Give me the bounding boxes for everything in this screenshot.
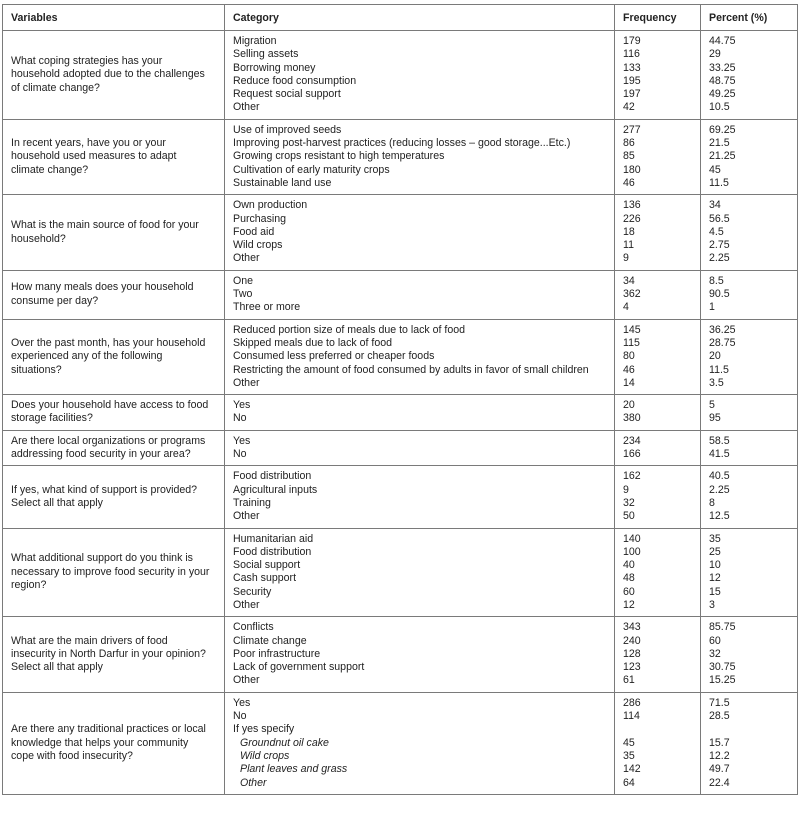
- percent-cell: [701, 395, 798, 431]
- category-value: Other: [233, 101, 260, 114]
- percent-value: 41.5: [709, 448, 730, 461]
- frequency-value: 61: [623, 674, 635, 687]
- category-value: Yes: [233, 434, 251, 447]
- category-cell: [225, 31, 615, 120]
- percent-cell: [701, 692, 798, 794]
- frequency-value: 380: [623, 412, 641, 425]
- frequency-value: 240: [623, 634, 641, 647]
- frequency-value: 11: [623, 239, 634, 252]
- category-value: Humanitarian aid: [233, 532, 314, 545]
- frequency-cell: [615, 195, 701, 270]
- table-row: [3, 31, 798, 120]
- frequency-value: 85: [623, 150, 635, 163]
- frequency-value: 116: [623, 48, 640, 61]
- variable-question: Are there any traditional practices or local knowledge that helps your community cope with food insecurity?: [3, 692, 225, 794]
- frequency-value: 60: [623, 585, 635, 598]
- category-value: Consumed less preferred or cheaper foods: [233, 350, 435, 363]
- frequency-value: 234: [623, 434, 641, 447]
- frequency-value: 362: [623, 288, 641, 301]
- percent-value: 34: [709, 199, 721, 212]
- frequency-cell: [615, 466, 701, 528]
- frequency-value: 20: [623, 399, 635, 412]
- frequency-cell: [615, 430, 701, 466]
- percent-value: 33.25: [709, 61, 736, 74]
- percent-value: 60: [709, 634, 721, 647]
- frequency-value: 9: [623, 252, 629, 265]
- percent-value: 48.75: [709, 74, 736, 87]
- percent-value: 15: [709, 585, 721, 598]
- frequency-value: 343: [623, 621, 641, 634]
- frequency-value: 197: [623, 88, 641, 101]
- percent-value: 12: [709, 572, 721, 585]
- percent-value: 2.25: [709, 483, 730, 496]
- variable-question: What coping strategies has your household adopted due to the challenges of climate change?: [3, 31, 225, 120]
- frequency-cell: [615, 31, 701, 120]
- frequency-value: 86: [623, 137, 635, 150]
- percent-value: 2.75: [709, 239, 730, 252]
- percent-value: 21.5: [709, 137, 730, 150]
- percent-value: 25: [709, 545, 721, 558]
- table-body: [3, 31, 798, 795]
- frequency-value: 40: [623, 559, 635, 572]
- percent-value: 5: [709, 399, 715, 412]
- category-value: Other: [240, 776, 267, 789]
- frequency-cell: [615, 270, 701, 319]
- category-value: Three or more: [233, 301, 301, 314]
- percent-value: 20: [709, 350, 721, 363]
- category-value: Security: [233, 585, 272, 598]
- frequency-value: 128: [623, 647, 641, 660]
- percent-value: 15.7: [709, 736, 730, 749]
- survey-results-table: [2, 4, 798, 795]
- frequency-value: 179: [623, 35, 641, 47]
- frequency-value: 14: [623, 376, 635, 389]
- percent-value: 90.5: [709, 288, 730, 301]
- variable-question: Are there local organizations or programs addressing food security in your area?: [3, 430, 225, 466]
- percent-value: [709, 723, 789, 736]
- table-row: [3, 528, 798, 617]
- frequency-cell: [615, 119, 701, 194]
- category-cell: [225, 430, 615, 466]
- frequency-value: 114: [623, 710, 640, 723]
- table-row: [3, 270, 798, 319]
- percent-value: 12.5: [709, 510, 730, 523]
- variable-question: In recent years, have you or your household used measures to adapt climate change?: [3, 119, 225, 194]
- percent-cell: [701, 31, 798, 120]
- frequency-value: 145: [623, 323, 641, 336]
- percent-value: 3.5: [709, 376, 724, 389]
- category-value: No: [233, 448, 247, 461]
- category-value: Other: [233, 252, 260, 265]
- percent-cell: [701, 466, 798, 528]
- frequency-value: 286: [623, 696, 641, 709]
- category-value: Selling assets: [233, 48, 299, 61]
- percent-value: 49.25: [709, 88, 736, 101]
- percent-value: 15.25: [709, 674, 736, 687]
- category-value: Sustainable land use: [233, 176, 332, 189]
- category-value: No: [233, 710, 247, 723]
- percent-value: 10.5: [709, 101, 730, 114]
- category-cell: [225, 692, 615, 794]
- category-value: One: [233, 274, 254, 287]
- variable-question: If yes, what kind of support is provided? Select all that apply: [3, 466, 225, 528]
- frequency-value: 123: [623, 661, 641, 674]
- header-variables: Variables: [3, 5, 225, 31]
- category-value: If yes specify: [233, 723, 295, 736]
- percent-value: 56.5: [709, 212, 730, 225]
- category-value: Improving post-harvest practices (reducing losses – good storage...Etc.): [233, 137, 571, 150]
- percent-value: 28.75: [709, 336, 736, 349]
- category-value: Climate change: [233, 634, 307, 647]
- frequency-value: 35: [623, 749, 635, 762]
- frequency-value: 64: [623, 776, 635, 789]
- category-value: Own production: [233, 199, 308, 212]
- frequency-value: 42: [623, 101, 635, 114]
- percent-value: 21.25: [709, 150, 736, 163]
- header-percent: Percent (%): [701, 5, 798, 31]
- frequency-value: 34: [623, 274, 635, 287]
- percent-cell: [701, 270, 798, 319]
- category-value: Other: [233, 598, 260, 611]
- frequency-value: 142: [623, 763, 641, 776]
- category-value: Agricultural inputs: [233, 483, 318, 496]
- percent-value: 58.5: [709, 434, 730, 447]
- category-value: Conflicts: [233, 621, 274, 634]
- category-cell: [225, 195, 615, 270]
- header-row: [3, 5, 798, 31]
- percent-value: 8.5: [709, 274, 724, 287]
- table-row: [3, 692, 798, 794]
- frequency-value: 166: [623, 448, 641, 461]
- category-value: Cultivation of early maturity crops: [233, 163, 390, 176]
- category-cell: [225, 395, 615, 431]
- percent-value: 11.5: [709, 176, 729, 189]
- table-row: [3, 119, 798, 194]
- category-value: Migration: [233, 35, 277, 47]
- category-value: Other: [233, 510, 260, 523]
- frequency-value: 32: [623, 496, 635, 509]
- category-value: Other: [233, 376, 260, 389]
- category-value: Use of improved seeds: [233, 123, 342, 136]
- percent-value: 28.5: [709, 710, 730, 723]
- frequency-value: 162: [623, 470, 641, 483]
- frequency-cell: [615, 319, 701, 394]
- frequency-value: 80: [623, 350, 635, 363]
- variable-question: What additional support do you think is necessary to improve food security in your region?: [3, 528, 225, 617]
- variable-question: Does your household have access to food storage facilities?: [3, 395, 225, 431]
- category-value: Social support: [233, 559, 301, 572]
- frequency-value: 4: [623, 301, 629, 314]
- frequency-cell: [615, 528, 701, 617]
- percent-value: 35: [709, 532, 721, 545]
- frequency-value: 48: [623, 572, 635, 585]
- category-cell: [225, 528, 615, 617]
- percent-value: 11.5: [709, 363, 729, 376]
- category-value: Reduce food consumption: [233, 74, 357, 87]
- percent-value: 69.25: [709, 123, 736, 136]
- frequency-value: 277: [623, 123, 641, 136]
- percent-value: 32: [709, 647, 721, 660]
- variable-question: What are the main drivers of food insecurity in North Darfur in your opinion? Select all that apply: [3, 617, 225, 692]
- category-value: Cash support: [233, 572, 297, 585]
- category-value: Food aid: [233, 225, 275, 238]
- category-cell: [225, 617, 615, 692]
- percent-value: 49.7: [709, 763, 730, 776]
- percent-value: 10: [709, 559, 721, 572]
- category-value: Groundnut oil cake: [240, 736, 329, 749]
- percent-cell: [701, 617, 798, 692]
- header-frequency: Frequency: [615, 5, 701, 31]
- category-value: Other: [233, 674, 260, 687]
- table-row: [3, 319, 798, 394]
- category-value: Training: [233, 496, 271, 509]
- percent-value: 71.5: [709, 696, 730, 709]
- table-row: [3, 617, 798, 692]
- frequency-value: 180: [623, 163, 641, 176]
- percent-cell: [701, 119, 798, 194]
- category-cell: [225, 119, 615, 194]
- percent-value: 45: [709, 163, 721, 176]
- category-value: Request social support: [233, 88, 341, 101]
- percent-value: 40.5: [709, 470, 730, 483]
- percent-value: 85.75: [709, 621, 736, 634]
- frequency-value: 140: [623, 532, 641, 545]
- percent-value: 36.25: [709, 323, 736, 336]
- percent-value: 12.2: [709, 749, 730, 762]
- frequency-value: 136: [623, 199, 641, 212]
- category-value: Wild crops: [233, 239, 283, 252]
- frequency-value: 18: [623, 225, 635, 238]
- category-value: Wild crops: [240, 749, 290, 762]
- variable-question: Over the past month, has your household experienced any of the following situations?: [3, 319, 225, 394]
- frequency-value: 46: [623, 363, 635, 376]
- percent-value: 22.4: [709, 776, 730, 789]
- percent-value: 29: [709, 48, 721, 61]
- category-value: Purchasing: [233, 212, 286, 225]
- percent-value: 3: [709, 598, 715, 611]
- table-row: [3, 466, 798, 528]
- frequency-cell: [615, 395, 701, 431]
- category-value: Lack of government support: [233, 661, 365, 674]
- frequency-cell: [615, 617, 701, 692]
- frequency-value: 46: [623, 176, 635, 189]
- category-value: Food distribution: [233, 470, 312, 483]
- percent-cell: [701, 430, 798, 466]
- table-row: [3, 395, 798, 431]
- percent-cell: [701, 195, 798, 270]
- table-row: [3, 195, 798, 270]
- percent-value: 95: [709, 412, 721, 425]
- category-value: Borrowing money: [233, 61, 316, 74]
- category-value: No: [233, 412, 247, 425]
- variable-question: What is the main source of food for your household?: [3, 195, 225, 270]
- category-value: Two: [233, 288, 253, 301]
- frequency-cell: [615, 692, 701, 794]
- frequency-value: 115: [623, 336, 640, 349]
- frequency-value: 9: [623, 483, 629, 496]
- frequency-value: 226: [623, 212, 641, 225]
- category-value: Restricting the amount of food consumed by adults in favor of small children: [233, 363, 589, 376]
- category-value: Reduced portion size of meals due to lack of food: [233, 323, 466, 336]
- category-cell: [225, 466, 615, 528]
- frequency-value: 195: [623, 74, 641, 87]
- category-value: Yes: [233, 696, 251, 709]
- percent-value: 4.5: [709, 225, 724, 238]
- frequency-value: 45: [623, 736, 635, 749]
- frequency-value: [623, 723, 692, 736]
- header-category: Category: [225, 5, 615, 31]
- frequency-value: 50: [623, 510, 635, 523]
- variable-question: How many meals does your household consume per day?: [3, 270, 225, 319]
- category-cell: [225, 270, 615, 319]
- category-value: Skipped meals due to lack of food: [233, 336, 393, 349]
- category-value: Food distribution: [233, 545, 312, 558]
- percent-cell: [701, 319, 798, 394]
- category-cell: [225, 319, 615, 394]
- category-value: Poor infrastructure: [233, 647, 321, 660]
- table-row: [3, 430, 798, 466]
- percent-value: 2.25: [709, 252, 730, 265]
- frequency-value: 12: [623, 598, 635, 611]
- percent-value: 8: [709, 496, 715, 509]
- percent-cell: [701, 528, 798, 617]
- percent-value: 1: [709, 301, 715, 314]
- frequency-value: 100: [623, 545, 641, 558]
- category-value: Growing crops resistant to high temperatures: [233, 150, 445, 163]
- percent-value: 44.75: [709, 35, 736, 47]
- category-value: Plant leaves and grass: [240, 763, 348, 776]
- frequency-value: 133: [623, 61, 641, 74]
- percent-value: 30.75: [709, 661, 736, 674]
- category-value: Yes: [233, 399, 251, 412]
